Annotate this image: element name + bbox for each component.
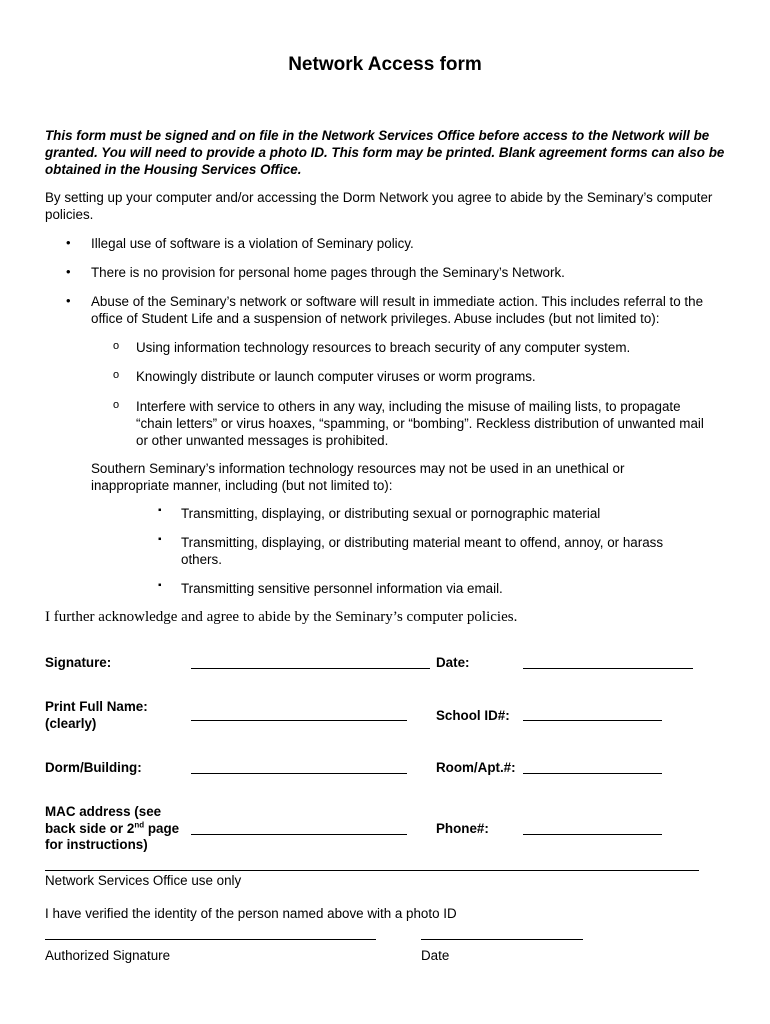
circle-bullet-icon: o	[113, 369, 120, 381]
mac-label-superscript: nd	[134, 820, 145, 830]
dorm-label: Dorm/Building:	[45, 760, 142, 775]
school-id-label: School ID#:	[436, 708, 510, 723]
list-item: Transmitting sensitive personnel information via email.	[181, 581, 503, 596]
mac-label: MAC address (see	[45, 804, 162, 819]
mac-label-part: back side or 2	[45, 821, 135, 836]
authorized-signature-line[interactable]	[45, 939, 376, 940]
print-name-note: (clearly)	[45, 716, 97, 731]
list-item: Interfere with service to others in any way, including the misuse of mailing lists, to propagate “chain letters” or virus hoaxes, “spamming, or “bombing”. Reckless distribution of unwanted mail or other unwanted messages is prohibited.	[136, 399, 704, 448]
mac-label-part: page	[144, 821, 180, 836]
signature-line[interactable]	[191, 668, 430, 669]
square-bullet-icon: ▪	[158, 534, 162, 545]
verify-statement: I have verified the identity of the person named above with a photo ID	[45, 906, 457, 921]
acknowledge-statement: I further acknowledge and agree to abide by the Seminary’s computer policies.	[45, 609, 518, 625]
list-item: There is no provision for personal home pages through the Seminary’s Network.	[91, 265, 565, 280]
office-divider	[45, 870, 699, 871]
list-item: Illegal use of software is a violation of Seminary policy.	[91, 236, 414, 251]
phone-line[interactable]	[523, 834, 662, 835]
date-line[interactable]	[523, 668, 693, 669]
date-label: Date:	[436, 655, 470, 670]
office-heading: Network Services Office use only	[45, 873, 242, 888]
list-item: Abuse of the Seminary’s network or software will result in immediate action. This includes referral to the office of Student Life and a suspension of network privileges. Abuse includes (but not limited to):	[91, 294, 704, 326]
bullet-dot-icon: •	[66, 293, 71, 308]
circle-bullet-icon: o	[113, 399, 120, 411]
list-item: Transmitting, displaying, or distributing sexual or pornographic material	[181, 506, 601, 521]
dorm-line[interactable]	[191, 773, 407, 774]
office-date-line[interactable]	[421, 939, 583, 940]
list-item: Transmitting, displaying, or distributing material meant to offend, annoy, or harass others.	[181, 535, 664, 567]
mac-address-line[interactable]	[191, 834, 407, 835]
agree-paragraph: By setting up your computer and/or accessing the Dorm Network you agree to abide by the Seminary’s computer policies.	[45, 190, 713, 222]
mac-label-note: for instructions)	[45, 837, 148, 852]
office-date-label: Date	[421, 948, 450, 963]
room-line[interactable]	[523, 773, 662, 774]
room-label: Room/Apt.#:	[436, 760, 516, 775]
circle-bullet-icon: o	[113, 340, 120, 352]
mac-label-line2	[45, 820, 179, 837]
authorized-signature-label: Authorized Signature	[45, 948, 171, 963]
signature-label: Signature:	[45, 655, 112, 670]
phone-label: Phone#:	[436, 821, 489, 836]
school-id-line[interactable]	[523, 720, 662, 721]
list-item: Knowingly distribute or launch computer viruses or worm programs.	[136, 369, 536, 384]
bullet-dot-icon: •	[66, 235, 71, 250]
list-item: Using information technology resources to breach security of any computer system.	[136, 340, 631, 355]
southern-paragraph: Southern Seminary’s information technology resources may not be used in an unethical or inappropriate manner, including (but not limited to):	[91, 461, 625, 493]
intro-notice: This form must be signed and on file in the Network Services Office before access to the Network will be granted. You will need to provide a photo ID. This form may be printed. Blank agreement forms can also be obtained in the Housing Services Office.	[45, 128, 725, 177]
print-name-label: Print Full Name:	[45, 699, 148, 714]
square-bullet-icon: ▪	[158, 505, 162, 516]
page-title: Network Access form	[288, 54, 482, 75]
square-bullet-icon: ▪	[158, 580, 162, 591]
print-name-line[interactable]	[191, 720, 407, 721]
bullet-dot-icon: •	[66, 264, 71, 279]
